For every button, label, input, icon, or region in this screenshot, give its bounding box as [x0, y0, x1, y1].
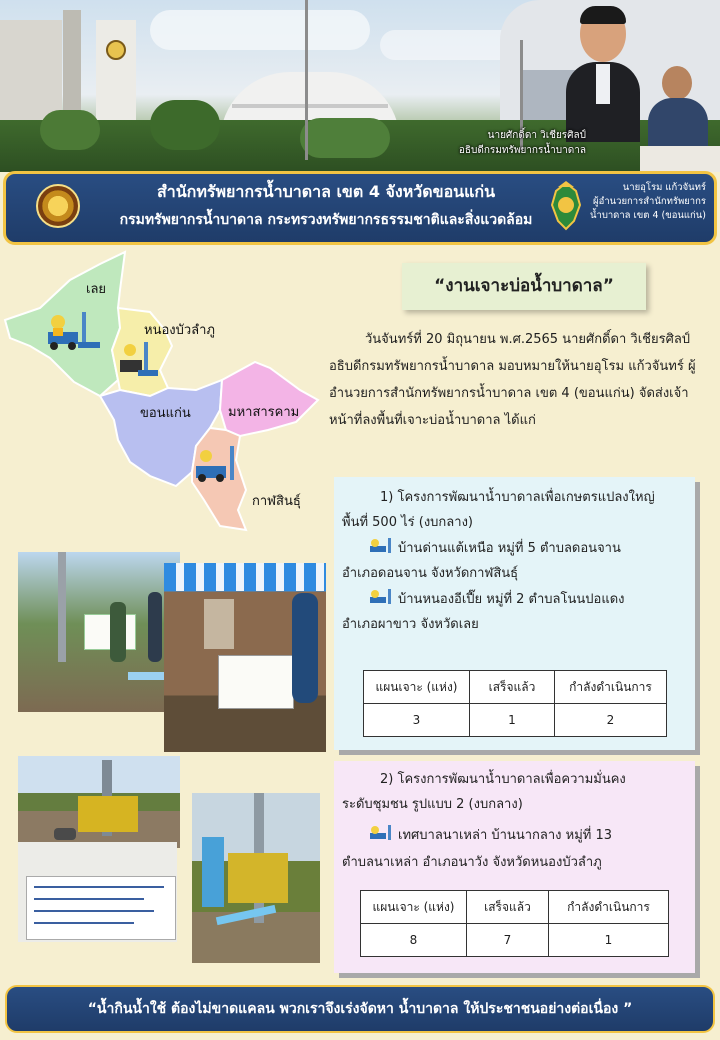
table-header-row	[364, 671, 667, 704]
project-1-site-2-line2: อำเภอผาขาว จังหวัดเลย	[342, 617, 479, 632]
project-2-title-line2: ระดับชุมชน รูปแบบ 2 (งบกลาง)	[342, 797, 523, 812]
map-region-mahasarakham	[220, 362, 318, 436]
project-2-stats-table	[360, 890, 669, 957]
project-1-stats-table	[363, 670, 667, 737]
project-1-panel	[334, 477, 695, 750]
map-label-loei: เลย	[86, 282, 107, 297]
table-header-cell: เสร็จแล้ว	[467, 891, 549, 924]
speaker-photo	[640, 60, 720, 172]
drilling-rig-icon	[370, 825, 396, 841]
project-1-title-line1: 1) โครงการพัฒนาน้ำบาดาลเพื่อเกษตรแปลงใหญ่	[380, 490, 655, 505]
project-2-site-1-line2: ตำบลนาเหล่า อำเภอนาวัง จังหวัดหนองบัวลำภู	[342, 855, 602, 870]
table-row	[361, 924, 669, 957]
banner-title: สำนักทรัพยากรน้ำบาดาล เขต 4 จังหวัดขอนแก่น	[156, 182, 496, 201]
caption-role: อธิบดีกรมทรัพยากรน้ำบาดาล	[458, 145, 586, 156]
project-1-site-1	[370, 536, 621, 561]
director-credit	[586, 181, 706, 223]
field-photo-5	[192, 793, 320, 963]
project-2-site-1	[370, 823, 612, 848]
project-1-site-1-line2: อำเภอดอนจาน จังหวัดกาฬสินธุ์	[342, 566, 519, 581]
director-portrait	[566, 6, 640, 140]
project-1-title-line2: พื้นที่ 500 ไร่ (งบกลาง)	[342, 515, 473, 530]
field-photo-4	[18, 842, 177, 942]
table-header-cell: กำลังดำเนินการ	[555, 671, 667, 704]
province-map	[0, 250, 330, 535]
caption-name: นายศักดิ์ดา วิเชียรศิลป์	[487, 130, 586, 141]
page-title: “งานเจาะบ่อน้ำบาดาล”	[402, 263, 646, 310]
table-cell: 7	[467, 924, 549, 957]
field-photo-3	[18, 756, 180, 848]
project-2-title-line1: 2) โครงการพัฒนาน้ำบาดาลเพื่อความมั่นคง	[380, 772, 626, 787]
table-cell: 3	[364, 704, 470, 737]
table-cell: 2	[555, 704, 667, 737]
table-header-cell: แผนเจาะ (แห่ง)	[364, 671, 470, 704]
director-role-line2: น้ำบาดาล เขต 4 (ขอนแก่น)	[589, 210, 706, 221]
drilling-rig-icon	[370, 538, 396, 554]
field-photo-2	[164, 563, 326, 752]
project-2-panel	[334, 761, 695, 973]
department-banner	[3, 171, 717, 245]
field-photo-1	[18, 552, 180, 712]
map-label-nongbualamphu: หนองบัวลำภู	[144, 323, 215, 338]
ministry-logo-icon	[546, 181, 586, 231]
project-2-site-1-line1: เทศบาลนาเหล่า บ้านนากลาง หมู่ที่ 13	[398, 828, 613, 843]
project-1-site-2-line1: บ้านหนองอีเปี๊ย หมู่ที่ 2 ตำบลโนนปอแดง	[398, 592, 625, 607]
footer-slogan: “น้ำกินน้ำใช้ ต้องไม่ขาดแคลน พวกเราจึงเร่งจัดหา น้ำบาดาล ให้ประชาชนอย่างต่อเนื่อง ”	[87, 1001, 633, 1017]
director-name: นายอุโรม แก้วจันทร์	[622, 182, 706, 193]
table-row	[364, 704, 667, 737]
table-cell: 8	[361, 924, 467, 957]
table-header-cell: กำลังดำเนินการ	[549, 891, 669, 924]
table-header-cell: แผนเจาะ (แห่ง)	[361, 891, 467, 924]
map-label-kalasin: กาฬสินธุ์	[252, 494, 301, 509]
project-1-site-2	[370, 587, 625, 612]
header-caption	[459, 128, 586, 158]
table-header-row	[361, 891, 669, 924]
banner-subtitle: กรมทรัพยากรน้ำบาดาล กระทรวงทรัพยากรธรรมชาติและสิ่งแวดล้อม	[119, 212, 533, 228]
footer-slogan-banner	[5, 985, 715, 1033]
table-header-cell: เสร็จแล้ว	[470, 671, 555, 704]
header-photo	[0, 0, 720, 172]
map-label-khonkaen: ขอนแก่น	[140, 406, 191, 421]
drilling-rig-icon	[370, 589, 396, 605]
project-1-site-1-line1: บ้านด่านแต้เหนือ หมู่ที่ 5 ตำบลดอนจาน	[398, 541, 621, 556]
intro-paragraph: วันจันทร์ที่ 20 มิถุนายน พ.ศ.2565 นายศักดิ์ดา วิเชียรศิลป์ อธิบดีกรมทรัพยากรน้ำบาดาล มอบหมายให้นายอุโรม แก้วจันทร์ ผู้อำนวยการสำนักทรัพยากรน้ำบาดาล เขต 4 (ขอนแก่น) จัดส่งเจ้าหน้าที่ลงพื้นที่เจาะบ่อน้ำบาดาล ได้แก่	[329, 332, 696, 428]
table-cell: 1	[470, 704, 555, 737]
map-label-mahasarakham: มหาสารคาม	[228, 405, 300, 420]
table-cell: 1	[549, 924, 669, 957]
director-role-line1: ผู้อำนวยการสำนักทรัพยากร	[593, 196, 706, 207]
